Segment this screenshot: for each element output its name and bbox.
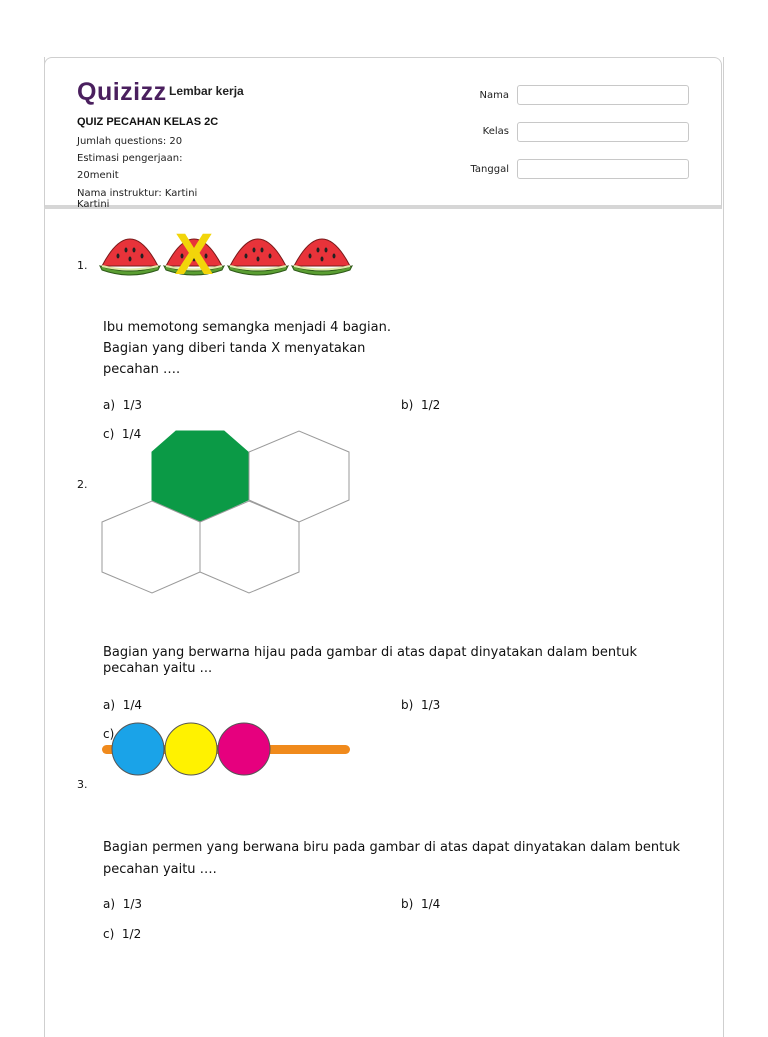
estimate-label: Estimasi pengerjaan: (77, 153, 183, 164)
logo-subtitle: Lembar kerja (169, 84, 244, 98)
question-3-line-2: pecahan yaitu …. (103, 862, 217, 877)
question-3-option-b: b) 1/4 (401, 897, 441, 911)
question-2-option-a: a) 1/4 (103, 698, 142, 712)
question-1-line-1: Ibu memotong semangka menjadi 4 bagian. (103, 320, 391, 335)
instructor-name: Nama instruktur: Kartini (77, 188, 198, 199)
question-3-number: 3. (77, 778, 88, 791)
worksheet-header (44, 57, 722, 209)
question-3-line-1: Bagian permen yang berwana biru pada gambar di atas dapat dinyatakan dalam bentuk (103, 840, 681, 855)
field-label-kelas: Kelas (482, 126, 509, 137)
kelas-field[interactable] (517, 122, 689, 142)
candy-skewer-illustration (100, 722, 352, 778)
question-1-number: 1. (77, 259, 88, 272)
watermelon-slice (228, 239, 288, 275)
quiz-title: QUIZ PECAHAN KELAS 2C (77, 116, 219, 128)
instructor-name-cont: Kartini (77, 199, 110, 210)
question-count: Jumlah questions: 20 (77, 136, 183, 147)
candy-ball-blue (112, 723, 164, 775)
question-1-option-b: b) 1/2 (401, 398, 441, 412)
question-1-option-c: c) 1/4 (103, 427, 142, 441)
watermelon-slice (100, 239, 160, 275)
question-1-line-3: pecahan …. (103, 362, 181, 377)
field-label-nama: Nama (479, 90, 509, 101)
question-3-option-c: c) 1/2 (103, 927, 142, 941)
cross-mark: X (174, 222, 214, 287)
candy-ball-magenta (218, 723, 270, 775)
question-2-option-c: c) (103, 727, 115, 741)
question-2-number: 2. (77, 478, 88, 491)
watermelon-illustration (100, 222, 360, 287)
question-2-option-b: b) 1/3 (401, 698, 441, 712)
tanggal-field[interactable] (517, 159, 689, 179)
quizizz-logo: Quizizz (77, 78, 167, 106)
question-1-option-a: a) 1/3 (103, 398, 142, 412)
hexagon-illustration (100, 430, 352, 596)
watermelon-slice (292, 239, 352, 275)
question-2-line-1: Bagian yang berwarna hijau pada gambar di atas dapat dinyatakan dalam bentuk (103, 645, 637, 660)
question-1-line-2: Bagian yang diberi tanda X menyatakan (103, 341, 366, 356)
question-2-line-2: pecahan yaitu ... (103, 661, 213, 676)
estimate-value: 20menit (77, 170, 119, 181)
nama-field[interactable] (517, 85, 689, 105)
question-3-option-a: a) 1/3 (103, 897, 142, 911)
field-label-tanggal: Tanggal (470, 164, 509, 175)
candy-ball-yellow (165, 723, 217, 775)
